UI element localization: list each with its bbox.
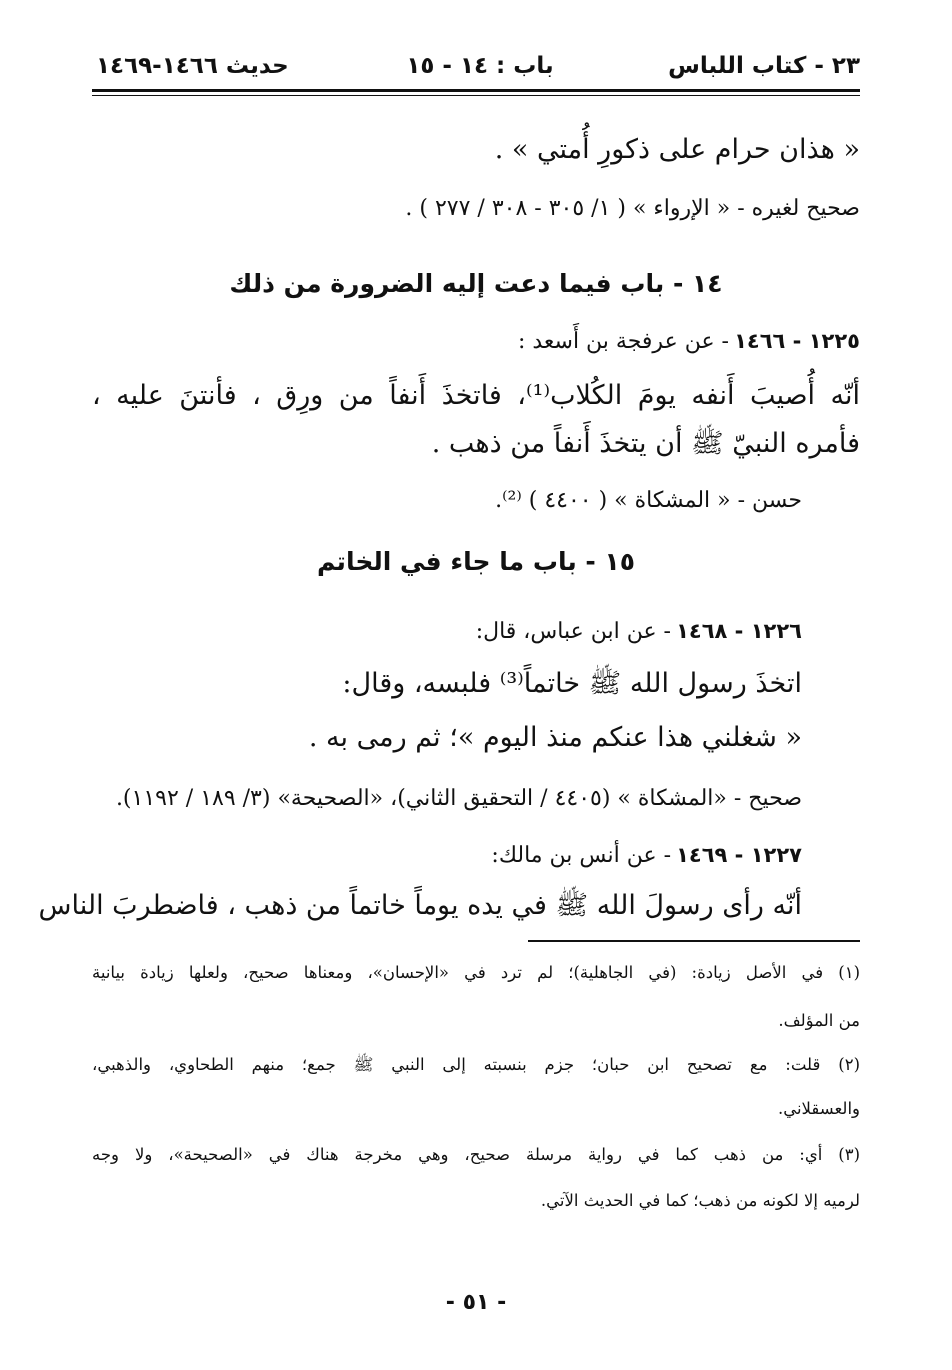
hadith-number: ١٢٢٦ - ١٤٦٨ bbox=[676, 619, 802, 643]
hadith-1225-grading: حسن - « المشكاة » ( ٤٤٠٠ ) ⁽²⁾. bbox=[495, 488, 802, 513]
hadith-narrator: - عن ابن عباس، قال: bbox=[475, 619, 671, 644]
hadith-1225-text-line1: أنّه أُصيبَ أَنفه يومَ الكُلاب⁽¹⁾، فاتخذَ أَنفاً من ورِق ، فأنتنَ عليه ، bbox=[92, 380, 860, 411]
hadith-1225-text-line2: فأمره النبيّ ﷺ أن يتخذَ أَنفاً من ذهب . bbox=[431, 428, 860, 459]
hadith-1227-text-line1: أنّه رأى رسولَ الله ﷺ في يده يوماً خاتماً من ذهب ، فاضطربَ الناس bbox=[38, 890, 802, 921]
header-rule-thin bbox=[92, 95, 860, 96]
hadith-1226-text-line2: « شغلني هذا عنكم منذ اليوم »؛ ثم رمى به . bbox=[308, 722, 802, 753]
hadith-1226-text-line1: اتخذَ رسول الله ﷺ خاتماً⁽³⁾ فلبسه، وقال: bbox=[342, 668, 802, 699]
hadith-1226-grading: صحيح - «المشكاة » (٤٤٠٥ / التحقيق الثاني)، «الصحيحة» (٣/ ١٨٩ / ١١٩٢). bbox=[115, 786, 802, 811]
header-sections: باب : ١٤ - ١٥ bbox=[406, 53, 554, 79]
chapter-14-heading: ١٤ - باب فيما دعت إليه الضرورة من ذلك bbox=[229, 269, 723, 298]
footnote-3-line2: لرميه إلا لكونه من ذهب؛ كما في الحديث الآتي. bbox=[540, 1191, 860, 1210]
footnote-3-line1: (٣) أي: من ذهب كما في رواية مرسلة صحيح، وهي مخرجة هناك في «الصحيحة»، ولا وجه bbox=[92, 1145, 860, 1164]
hadith-1227-header bbox=[491, 836, 802, 875]
header-hadith-range: حديث ١٤٦٦-١٤٦٩ bbox=[96, 53, 289, 79]
page-number: - ٥١ - bbox=[445, 1290, 507, 1315]
grading-line: صحيح لغيره - « الإرواء » ( ١/ ٣٠٥ - ٣٠٨ / ٢٧٧ ) . bbox=[405, 196, 860, 221]
footnote-1-line2: من المؤلف. bbox=[778, 1011, 860, 1030]
chapter-15-heading: ١٥ - باب ما جاء في الخاتم bbox=[316, 547, 636, 576]
hadith-number: ١٢٢٥ - ١٤٦٦ bbox=[734, 329, 860, 353]
hadith-number: ١٢٢٧ - ١٤٦٩ bbox=[676, 843, 802, 867]
footnote-2-line2: والعسقلاني. bbox=[777, 1099, 860, 1118]
footnote-1-line1: (١) في الأصل زيادة: (في الجاهلية)؛ لم ترد في «الإحسان»، ومعناها صحيح، ولعلها زيادة بيانية bbox=[92, 963, 860, 982]
hadith-narrator: - عن أنس بن مالك: bbox=[491, 843, 671, 868]
continuation-text: « هذان حرام على ذكورِ أُمتي » . bbox=[494, 134, 860, 165]
hadith-1225-header bbox=[518, 322, 860, 361]
hadith-narrator: - عن عرفجة بن أَسعد : bbox=[517, 329, 729, 354]
hadith-1226-header bbox=[476, 612, 802, 651]
header-rule-thick bbox=[92, 89, 860, 92]
header-chapter: ٢٣ - كتاب اللباس bbox=[668, 53, 860, 79]
footnote-2-line1: (٢) قلت: مع تصحيح ابن حبان؛ جزم بنسبته إلى النبي ﷺ جمع؛ منهم الطحاوي، والذهبي، bbox=[92, 1055, 860, 1074]
footnote-separator bbox=[528, 940, 860, 942]
